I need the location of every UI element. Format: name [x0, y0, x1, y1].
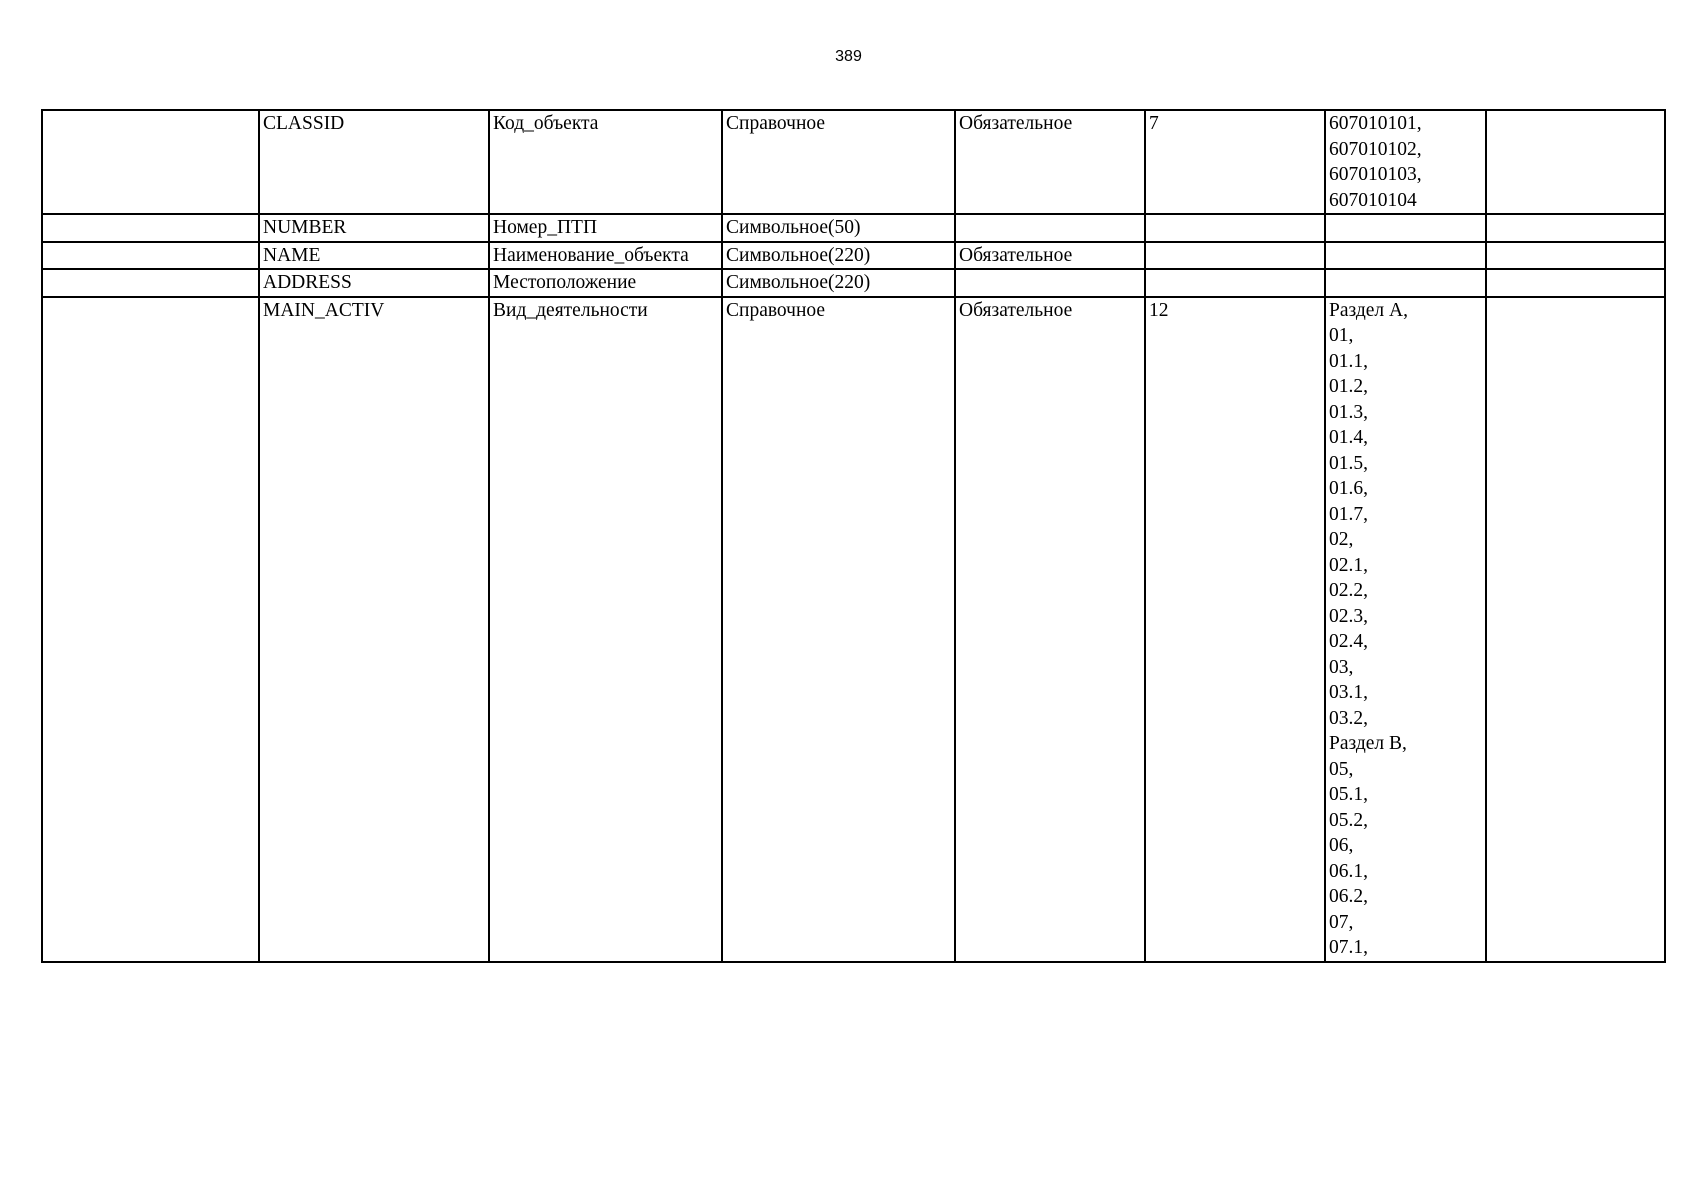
- value-line: 03,: [1329, 656, 1354, 678]
- table-cell-directory: 12: [1145, 297, 1325, 962]
- table-cell-field-type: Символьное(220): [722, 242, 955, 270]
- table-cell-required: [955, 214, 1145, 242]
- table-cell-values: [1325, 269, 1486, 297]
- table-cell-note: [1486, 110, 1665, 214]
- value-line: Раздел B,: [1329, 733, 1407, 754]
- value-line: 02,: [1329, 529, 1354, 550]
- table-cell-field-code: CLASSID: [259, 110, 489, 214]
- table-cell-field-code: MAIN_ACTIV: [259, 297, 489, 962]
- table-cell-directory: [1145, 269, 1325, 297]
- table-cell-directory: [1145, 242, 1325, 270]
- table-cell-field-code: NAME: [259, 242, 489, 270]
- value-line: 607010103,: [1329, 164, 1422, 185]
- value-line: 01.4,: [1329, 427, 1368, 448]
- value-line: 01,: [1329, 325, 1354, 346]
- value-line: 01.1,: [1329, 350, 1368, 372]
- attribute-table: [41, 109, 1666, 963]
- value-line: 05.2,: [1329, 809, 1368, 831]
- value-line: 607010104: [1329, 189, 1417, 211]
- table-row: [42, 242, 1665, 270]
- table-cell-field-type: Символьное(50): [722, 214, 955, 242]
- value-line: 607010101,: [1329, 113, 1422, 134]
- table-cell-field-name: Вид_деятельности: [489, 297, 722, 962]
- value-line: 02.4,: [1329, 631, 1368, 652]
- value-line: 07,: [1329, 911, 1354, 933]
- table-row: [42, 297, 1665, 962]
- table-cell-note: [1486, 297, 1665, 962]
- value-line: 02.1,: [1329, 554, 1368, 576]
- value-line: 01.3,: [1329, 401, 1368, 423]
- value-line: 06.2,: [1329, 886, 1368, 907]
- table-cell-values: [1325, 242, 1486, 270]
- value-line: 607010102,: [1329, 138, 1422, 160]
- table-cell-group: [42, 297, 259, 962]
- value-line: 03.2,: [1329, 707, 1368, 729]
- table-cell-values: [1325, 110, 1486, 214]
- value-line: 01.7,: [1329, 503, 1368, 525]
- table-cell-values: [1325, 214, 1486, 242]
- value-line: 02.3,: [1329, 605, 1368, 627]
- table-row: [42, 269, 1665, 297]
- value-line: 05.1,: [1329, 784, 1368, 805]
- table-cell-group: [42, 242, 259, 270]
- value-line: 06.1,: [1329, 860, 1368, 882]
- table-row: [42, 214, 1665, 242]
- value-line: 01.6,: [1329, 478, 1368, 499]
- table-cell-values: [1325, 297, 1486, 962]
- value-line: 01.2,: [1329, 376, 1368, 397]
- table-cell-required: Обязательное: [955, 297, 1145, 962]
- table-cell-field-type: Справочное: [722, 110, 955, 214]
- table-cell-field-name: Наименование_объекта: [489, 242, 722, 270]
- table-cell-group: [42, 269, 259, 297]
- table-cell-note: [1486, 269, 1665, 297]
- table-cell-required: [955, 269, 1145, 297]
- page-number: 389: [835, 48, 862, 65]
- value-line: 02.2,: [1329, 580, 1368, 601]
- table-cell-group: [42, 110, 259, 214]
- table-cell-field-name: Местоположение: [489, 269, 722, 297]
- table-row: [42, 110, 1665, 214]
- table-cell-group: [42, 214, 259, 242]
- table-cell-field-code: ADDRESS: [259, 269, 489, 297]
- table-cell-required: Обязательное: [955, 110, 1145, 214]
- table-cell-directory: 7: [1145, 110, 1325, 214]
- table-cell-field-name: Номер_ПТП: [489, 214, 722, 242]
- value-line: 05,: [1329, 758, 1354, 780]
- table-cell-note: [1486, 242, 1665, 270]
- table-cell-field-code: NUMBER: [259, 214, 489, 242]
- table-cell-field-type: Справочное: [722, 297, 955, 962]
- table-cell-required: Обязательное: [955, 242, 1145, 270]
- table-cell-field-name: Код_объекта: [489, 110, 722, 214]
- value-line: 01.5,: [1329, 452, 1368, 474]
- value-line: Раздел A,: [1329, 299, 1408, 321]
- table-cell-field-type: Символьное(220): [722, 269, 955, 297]
- table-cell-directory: [1145, 214, 1325, 242]
- value-line: 06,: [1329, 835, 1354, 856]
- value-line: 03.1,: [1329, 682, 1368, 703]
- value-line: 07.1,: [1329, 937, 1368, 958]
- table-cell-note: [1486, 214, 1665, 242]
